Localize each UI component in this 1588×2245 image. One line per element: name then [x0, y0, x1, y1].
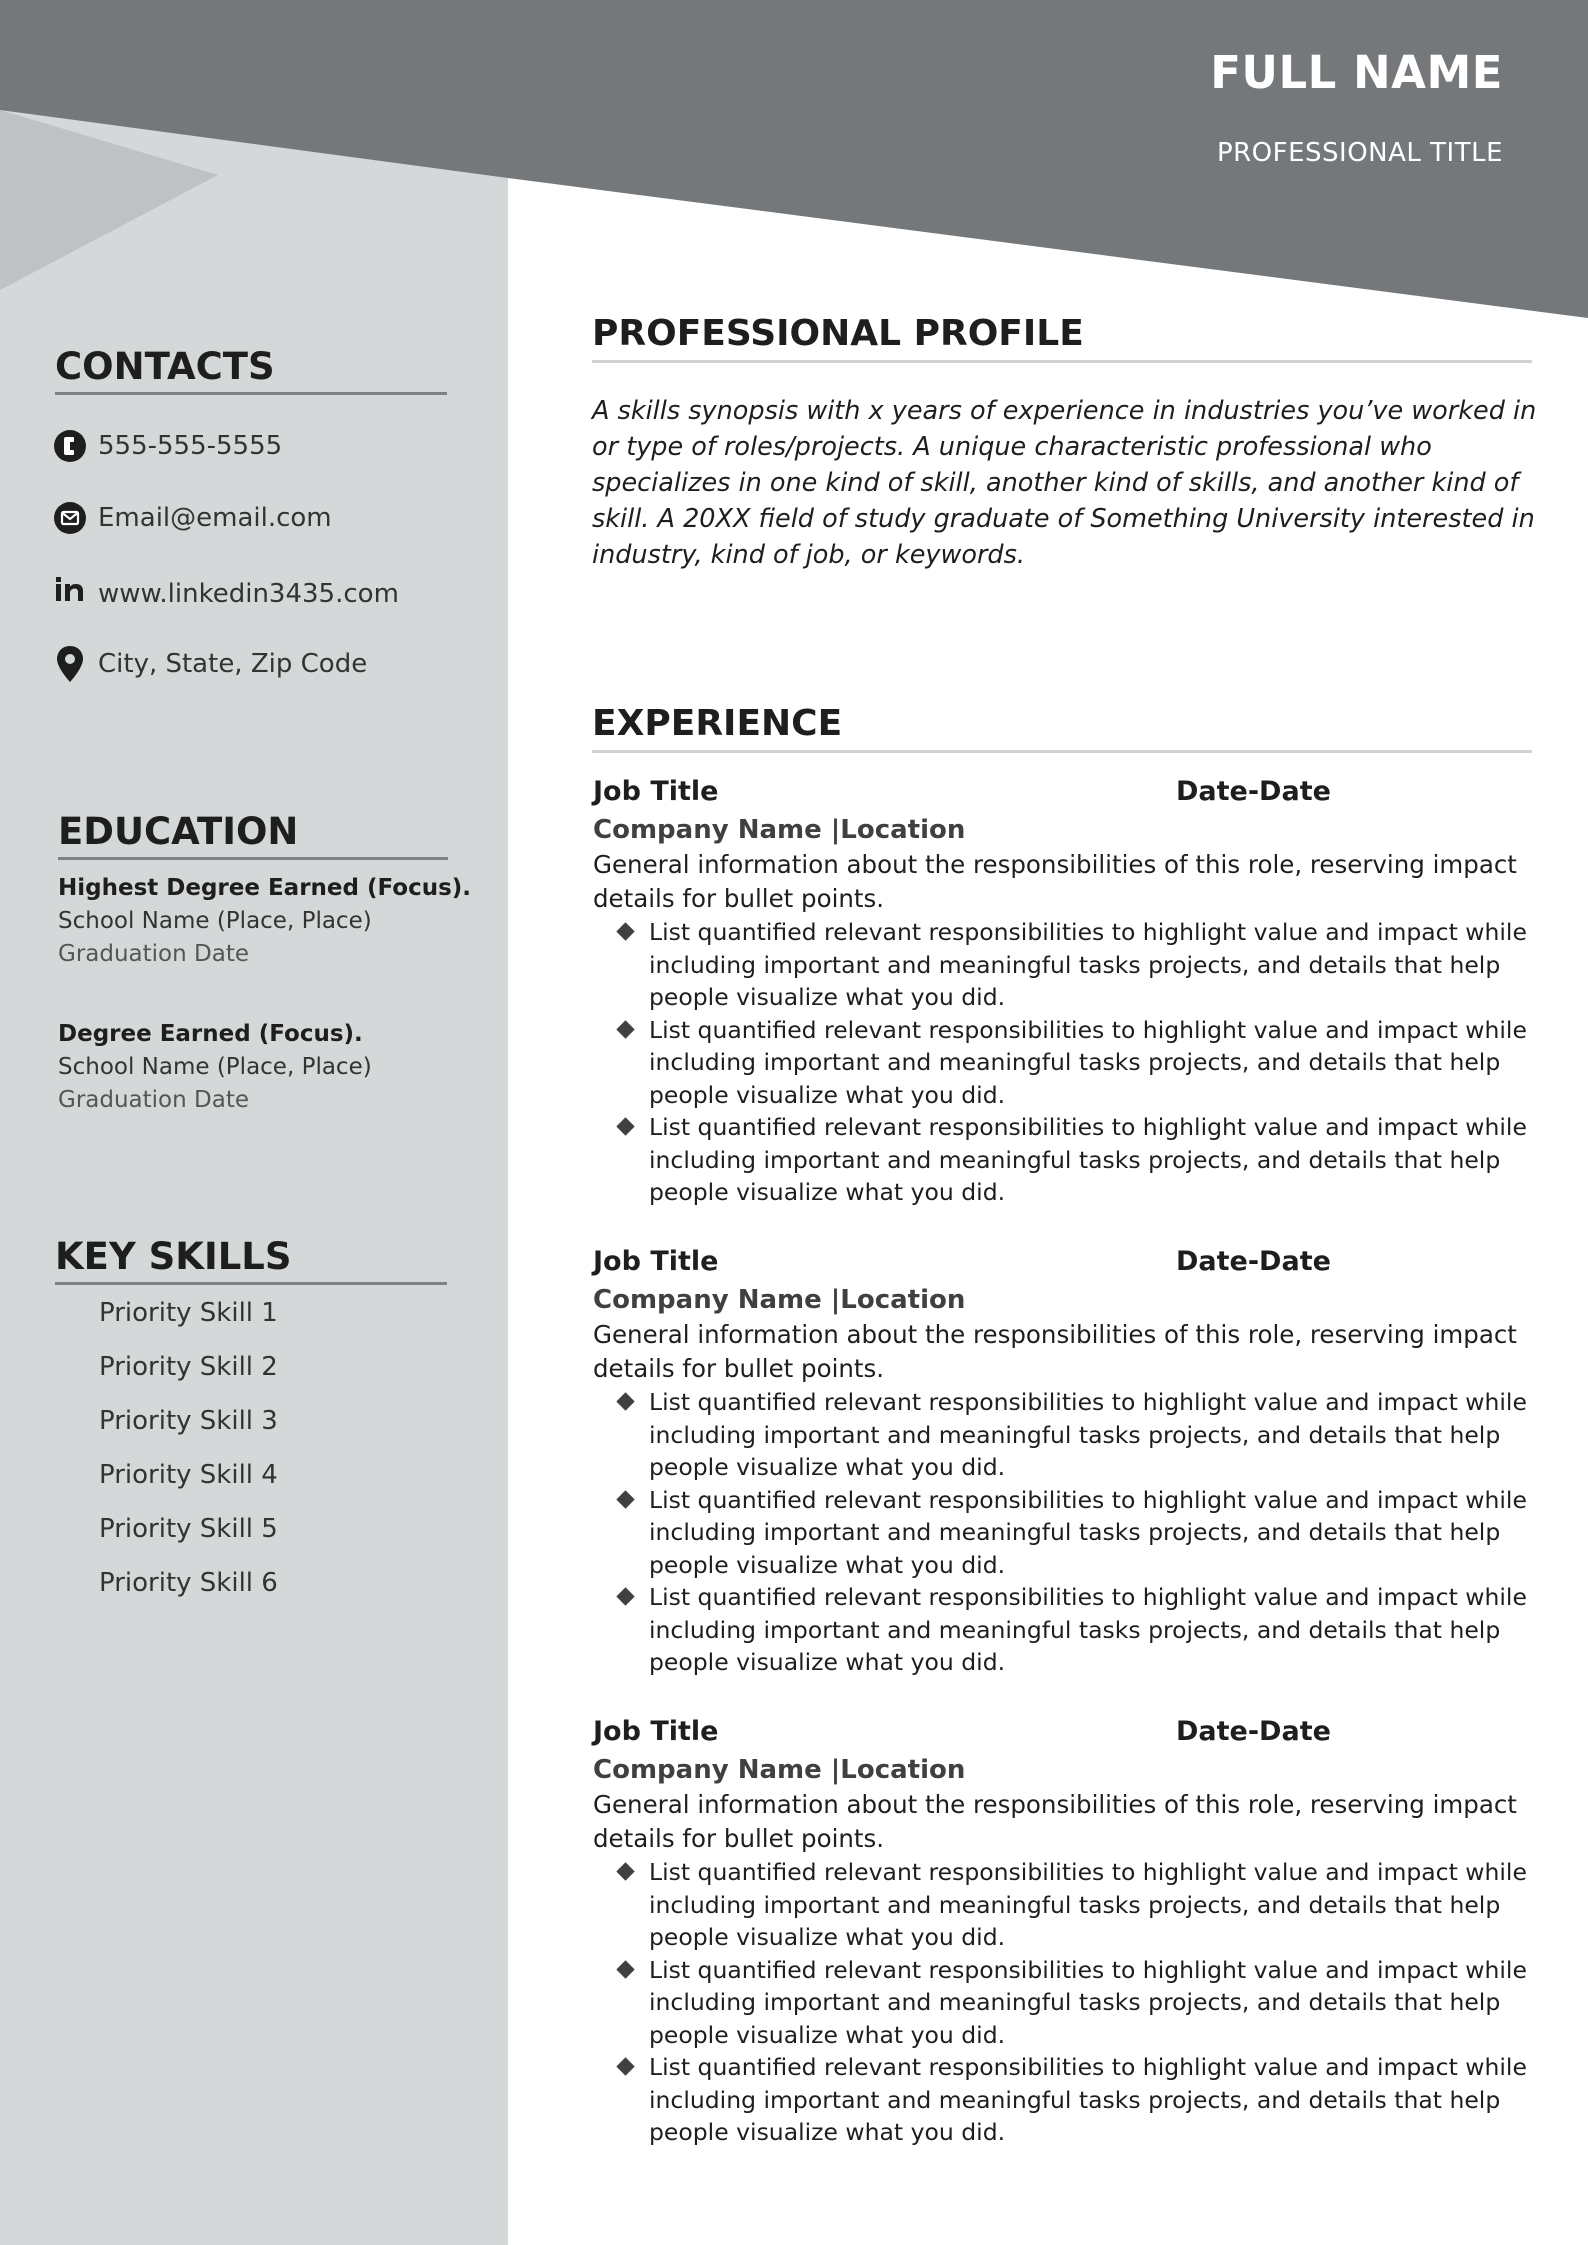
skill-item: Priority Skill 6	[99, 1568, 278, 1598]
education-school: School Name (Place, Place)	[58, 908, 372, 934]
skill-item: Priority Skill 2	[99, 1352, 278, 1382]
diamond-bullet-icon	[616, 1587, 634, 1605]
job-bullet	[593, 1581, 1543, 1679]
contact-location	[52, 646, 367, 682]
key-skills-heading: KEY SKILLS	[55, 1235, 447, 1285]
email-text[interactable]: Email@email.com	[98, 503, 332, 533]
diamond-bullet-icon	[616, 1020, 634, 1038]
contacts-heading: CONTACTS	[55, 345, 447, 395]
education-degree: Highest Degree Earned (Focus).	[58, 875, 472, 901]
education-date: Graduation Date	[58, 1087, 249, 1113]
location-text: City, State, Zip Code	[98, 649, 368, 679]
contact-phone	[52, 428, 282, 464]
job-entry	[593, 1716, 1543, 2149]
job-bullet	[593, 1484, 1543, 1582]
education-school: School Name (Place, Place)	[58, 1054, 372, 1080]
job-bullet-text: List quantified relevant responsibilities to highlight value and impact while including important and meaningful tasks projects, and details that help people visualize what you did.	[649, 1955, 1527, 2049]
professional-title: PROFESSIONAL TITLE	[1216, 138, 1503, 168]
job-bullet-text: List quantified relevant responsibilities to highlight value and impact while including important and meaningful tasks projects, and details that help people visualize what you did.	[649, 918, 1527, 1011]
phone-text: 555-555-5555	[98, 431, 283, 461]
profile-heading: PROFESSIONAL PROFILE	[592, 313, 1532, 363]
job-bullet	[593, 1386, 1543, 1484]
job-bullets	[593, 1386, 1543, 1679]
skills-list	[99, 1291, 278, 1615]
job-bullet-text: List quantified relevant responsibilities to highlight value and impact while including important and meaningful tasks projects, and details that help people visualize what you did.	[649, 1858, 1527, 1951]
job-bullet-text: List quantified relevant responsibilities to highlight value and impact while including important and meaningful tasks projects, and details that help people visualize what you did.	[649, 1485, 1527, 1579]
diamond-bullet-icon	[616, 922, 634, 940]
job-entry	[593, 1246, 1543, 1679]
job-bullet-text: List quantified relevant responsibilities to highlight value and impact while including important and meaningful tasks projects, and details that help people visualize what you did.	[649, 1583, 1527, 1676]
experience-heading: EXPERIENCE	[592, 703, 1532, 753]
job-title: Job Title	[593, 1716, 719, 1747]
location-pin-icon	[52, 646, 88, 682]
job-title: Job Title	[593, 1246, 719, 1277]
job-date: Date-Date	[1176, 1246, 1331, 1277]
job-bullets	[593, 1856, 1543, 2149]
job-bullet-text: List quantified relevant responsibilities to highlight value and impact while including important and meaningful tasks projects, and details that help people visualize what you did.	[649, 1388, 1527, 1481]
job-bullet	[593, 2051, 1543, 2149]
job-entry	[593, 776, 1543, 1209]
job-company: Company Name |Location	[593, 1285, 966, 1315]
job-bullet	[593, 1111, 1543, 1209]
email-icon	[52, 500, 88, 536]
diamond-bullet-icon	[616, 1392, 634, 1410]
job-company: Company Name |Location	[593, 815, 966, 845]
sidebar-background	[0, 0, 508, 2245]
skill-item: Priority Skill 5	[99, 1514, 278, 1544]
contact-linkedin	[52, 570, 399, 609]
full-name: FULL NAME	[1210, 46, 1503, 99]
job-description: General information about the responsibilities of this role, reserving impact details for bullet points.	[593, 850, 1517, 913]
diamond-bullet-icon	[616, 1862, 634, 1880]
job-date: Date-Date	[1176, 1716, 1331, 1747]
job-description: General information about the responsibilities of this role, reserving impact details for bullet points.	[593, 1790, 1517, 1853]
skill-item: Priority Skill 3	[99, 1406, 278, 1436]
education-entry	[58, 872, 471, 971]
profile-text: A skills synopsis with x years of experience in industries you’ve worked in or type of roles/projects. A unique characteristic professional who specializes in one kind of skill, another kind of skills, and another kind of skill. A 20XX field of study graduate of Something University interested in industry, kind of job, or keywords.	[592, 396, 1537, 570]
diamond-bullet-icon	[616, 1960, 634, 1978]
job-bullet-text: List quantified relevant responsibilities to highlight value and impact while including important and meaningful tasks projects, and details that help people visualize what you did.	[649, 1113, 1527, 1206]
header-accent-triangle	[0, 110, 218, 290]
job-bullet	[593, 1856, 1543, 1954]
skill-item: Priority Skill 1	[99, 1298, 278, 1328]
job-bullet	[593, 1014, 1543, 1112]
diamond-bullet-icon	[616, 1117, 634, 1135]
diamond-bullet-icon	[616, 2057, 634, 2075]
job-date: Date-Date	[1176, 776, 1331, 807]
phone-icon	[52, 428, 88, 464]
job-bullet-text: List quantified relevant responsibilities to highlight value and impact while including important and meaningful tasks projects, and details that help people visualize what you did.	[649, 2053, 1527, 2146]
linkedin-text[interactable]: www.linkedin3435.com	[98, 579, 399, 609]
job-bullet	[593, 1954, 1543, 2052]
education-heading: EDUCATION	[58, 810, 448, 860]
contact-email	[52, 500, 332, 536]
education-date: Graduation Date	[58, 941, 249, 967]
job-company: Company Name |Location	[593, 1755, 966, 1785]
job-bullets	[593, 916, 1543, 1209]
linkedin-icon	[52, 570, 88, 606]
diamond-bullet-icon	[616, 1490, 634, 1508]
job-bullet-text: List quantified relevant responsibilities to highlight value and impact while including important and meaningful tasks projects, and details that help people visualize what you did.	[649, 1015, 1527, 1109]
education-entry	[58, 1018, 372, 1117]
job-bullet	[593, 916, 1543, 1014]
job-description: General information about the responsibilities of this role, reserving impact details for bullet points.	[593, 1320, 1517, 1383]
education-degree: Degree Earned (Focus).	[58, 1021, 363, 1047]
skill-item: Priority Skill 4	[99, 1460, 278, 1490]
job-title: Job Title	[593, 776, 719, 807]
